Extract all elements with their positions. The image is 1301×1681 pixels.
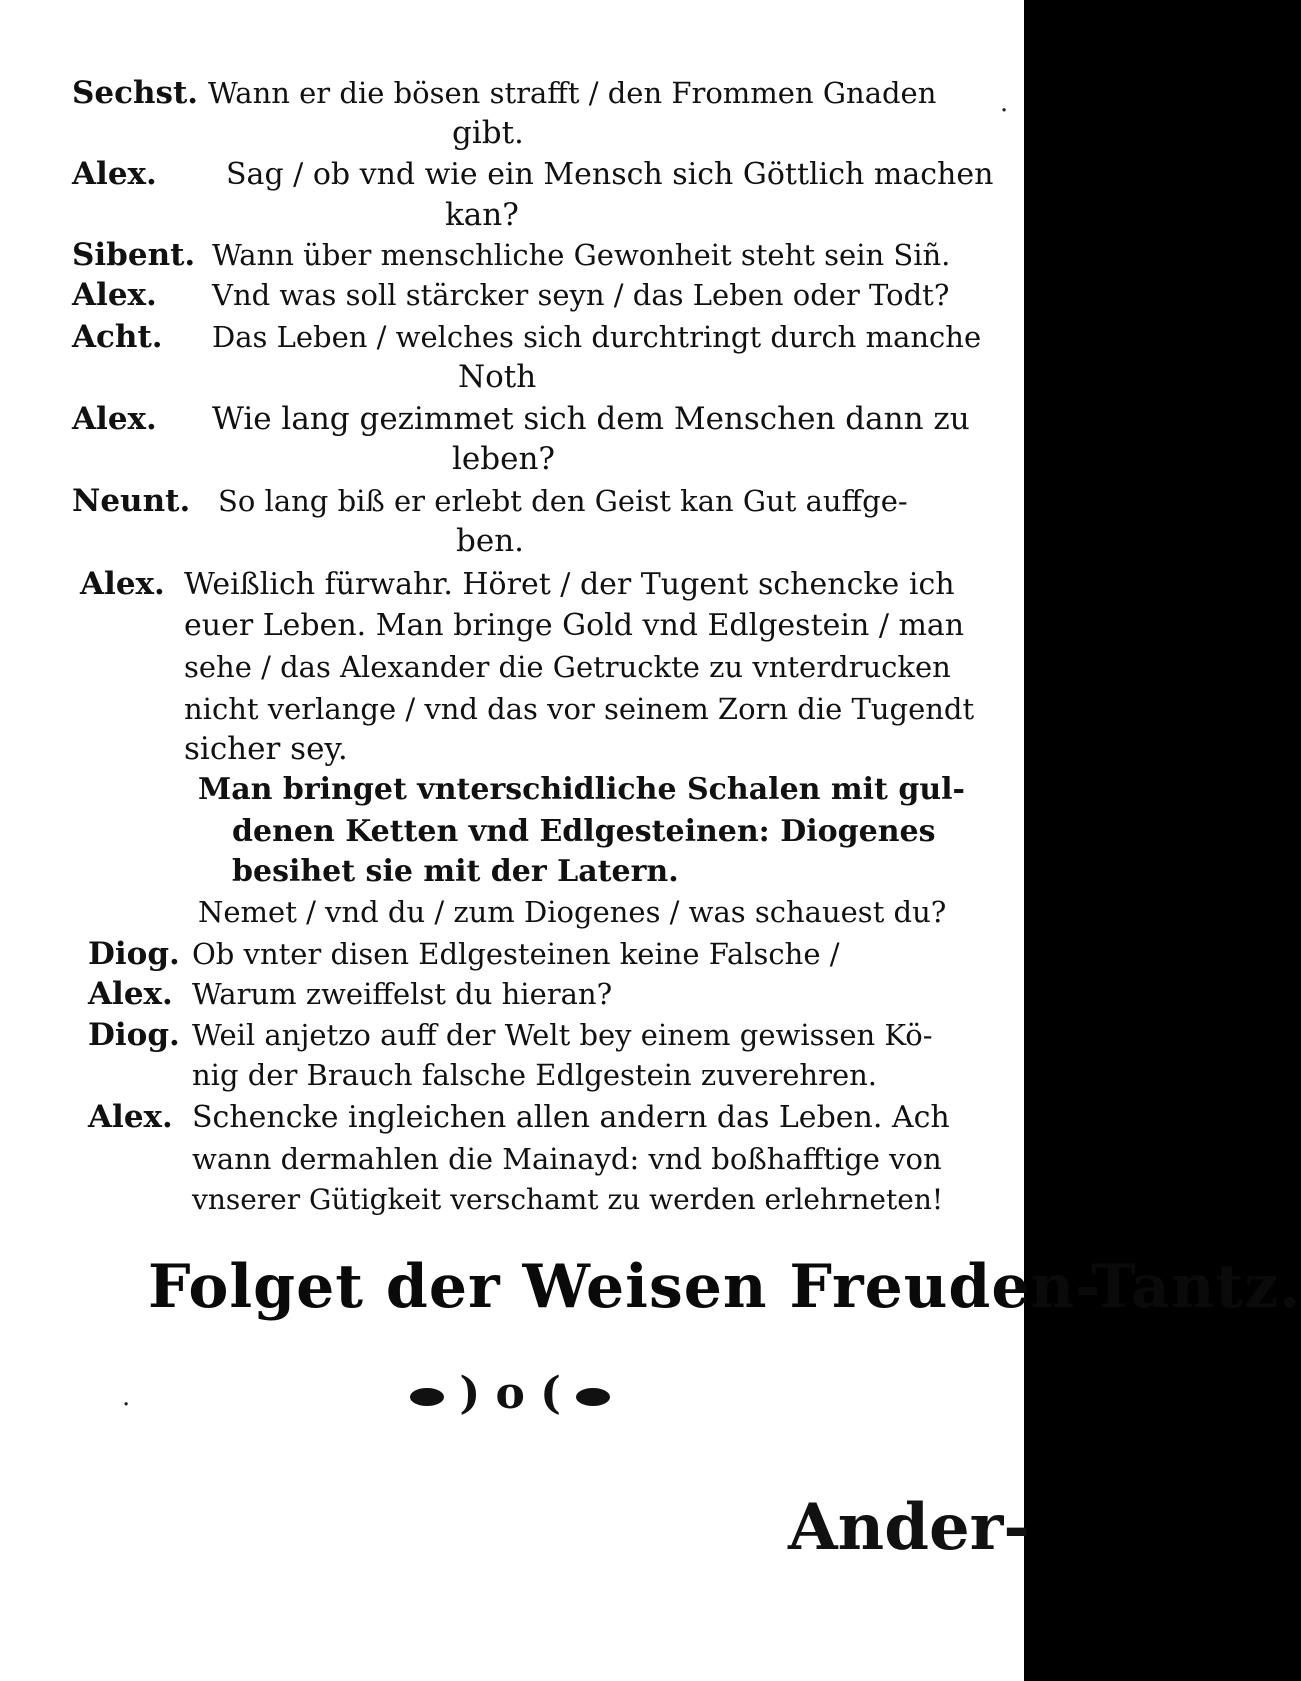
speaker-label: Sechst. bbox=[72, 75, 199, 111]
dialogue-line bbox=[88, 975, 612, 1013]
speaker-label: Alex. bbox=[72, 401, 157, 437]
line-text: Ob vnter disen Edlgesteinen keine Falsche / bbox=[192, 937, 840, 971]
speaker-label: Neunt. bbox=[72, 483, 191, 519]
catchword: Ander- bbox=[788, 1490, 1030, 1565]
line-text: ben. bbox=[456, 523, 525, 559]
dialogue-line bbox=[72, 318, 981, 356]
line-text: Wann er die bösen strafft / den Frommen Gnaden bbox=[208, 76, 937, 110]
line-text: euer Leben. Man bringe Gold vnd Edlgestein / man bbox=[184, 608, 965, 643]
dialogue-line bbox=[72, 400, 970, 438]
line-text: gibt. bbox=[452, 115, 524, 151]
ornament-right-icon bbox=[576, 1388, 610, 1406]
line-text: So lang biß er erlebt den Geist kan Gut auffge- bbox=[218, 484, 908, 518]
dialogue-line bbox=[184, 606, 964, 645]
line-text: besihet sie mit der Latern. bbox=[232, 854, 679, 889]
ornament-center: ) o ( bbox=[459, 1368, 561, 1419]
line-text: Weißlich fürwahr. Höret / der Tugent schencke ich bbox=[184, 567, 955, 602]
dialogue-line bbox=[184, 690, 974, 728]
dialogue-line bbox=[452, 114, 524, 152]
line-text: Wann über menschliche Gewonheit steht sein Siñ. bbox=[212, 238, 951, 272]
dialogue-line bbox=[88, 1016, 933, 1054]
dialogue-line bbox=[192, 1140, 942, 1178]
line-text: nig der Brauch falsche Edlgestein zuverehren. bbox=[192, 1058, 878, 1092]
ornament-left-icon bbox=[410, 1388, 444, 1406]
dialogue-line bbox=[456, 522, 524, 560]
dialogue-line bbox=[88, 1098, 950, 1137]
dialogue-line bbox=[72, 482, 908, 520]
speaker-label: Alex. bbox=[80, 566, 165, 602]
line-text: Wie lang gezimmet sich dem Menschen dann zu bbox=[212, 401, 970, 437]
speaker-label: Sibent. bbox=[72, 237, 196, 273]
line-text: sicher sey. bbox=[184, 731, 348, 767]
line-text: sehe / das Alexander die Getruckte zu vnterdrucken bbox=[184, 650, 951, 684]
speaker-label: Alex. bbox=[72, 156, 157, 192]
speaker-label: Acht. bbox=[72, 319, 163, 355]
line-text: Schencke ingleichen allen andern das Leben. Ach bbox=[192, 1100, 950, 1135]
stage-direction bbox=[198, 770, 965, 809]
speaker-label: Alex. bbox=[88, 976, 173, 1012]
line-text: leben? bbox=[452, 441, 556, 477]
line-text: Nemet / vnd du / zum Diogenes / was schauest du? bbox=[198, 895, 947, 929]
ink-speck-icon: · bbox=[122, 1390, 131, 1420]
line-text: Weil anjetzo auff der Welt bey einem gewissen Kö- bbox=[192, 1018, 933, 1052]
dialogue-line bbox=[192, 1056, 877, 1094]
stage-direction bbox=[232, 852, 679, 891]
printer-ornament bbox=[410, 1368, 610, 1419]
dialogue-line bbox=[184, 648, 951, 686]
dialogue-line bbox=[184, 730, 348, 768]
line-text: vnserer Gütigkeit verschamt zu werden erlehrneten! bbox=[192, 1183, 944, 1216]
line-text: Man bringet vnterschidliche Schalen mit gul- bbox=[198, 772, 965, 807]
line-text: Warum zweiffelst du hieran? bbox=[192, 977, 613, 1011]
line-text: denen Ketten vnd Edlgesteinen: Diogenes bbox=[232, 814, 936, 849]
dialogue-line bbox=[72, 276, 949, 314]
dialogue-line bbox=[72, 155, 993, 194]
line-text: kan? bbox=[445, 197, 519, 233]
dialogue-line bbox=[198, 893, 946, 931]
dialogue-line bbox=[192, 1180, 943, 1219]
stage-direction bbox=[232, 812, 935, 851]
dialogue-line bbox=[80, 565, 955, 604]
dialogue-line bbox=[72, 74, 936, 112]
line-text: Vnd was soll stärcker seyn / das Leben oder Todt? bbox=[212, 278, 950, 312]
dialogue-line bbox=[445, 196, 519, 234]
speaker-label: Diog. bbox=[88, 1017, 180, 1053]
section-title: Folget der Weisen Freuden-Tantz. bbox=[148, 1252, 1301, 1322]
speaker-label: Alex. bbox=[88, 1099, 173, 1135]
dialogue-line bbox=[452, 440, 555, 478]
line-text: Sag / ob vnd wie ein Mensch sich Göttlich machen bbox=[226, 157, 994, 192]
line-text: Noth bbox=[458, 359, 537, 395]
line-text: nicht verlange / vnd das vor seinem Zorn die Tugendt bbox=[184, 692, 975, 726]
ink-speck-icon: · bbox=[1000, 96, 1009, 126]
line-text: Das Leben / welches sich durchtringt durch manche bbox=[212, 320, 982, 354]
speaker-label: Alex. bbox=[72, 277, 157, 313]
dialogue-line bbox=[72, 236, 950, 274]
speaker-label: Diog. bbox=[88, 936, 180, 972]
dialogue-line bbox=[88, 935, 839, 973]
dialogue-line bbox=[458, 358, 536, 396]
line-text: wann dermahlen die Mainayd: vnd boßhafftige von bbox=[192, 1142, 942, 1176]
